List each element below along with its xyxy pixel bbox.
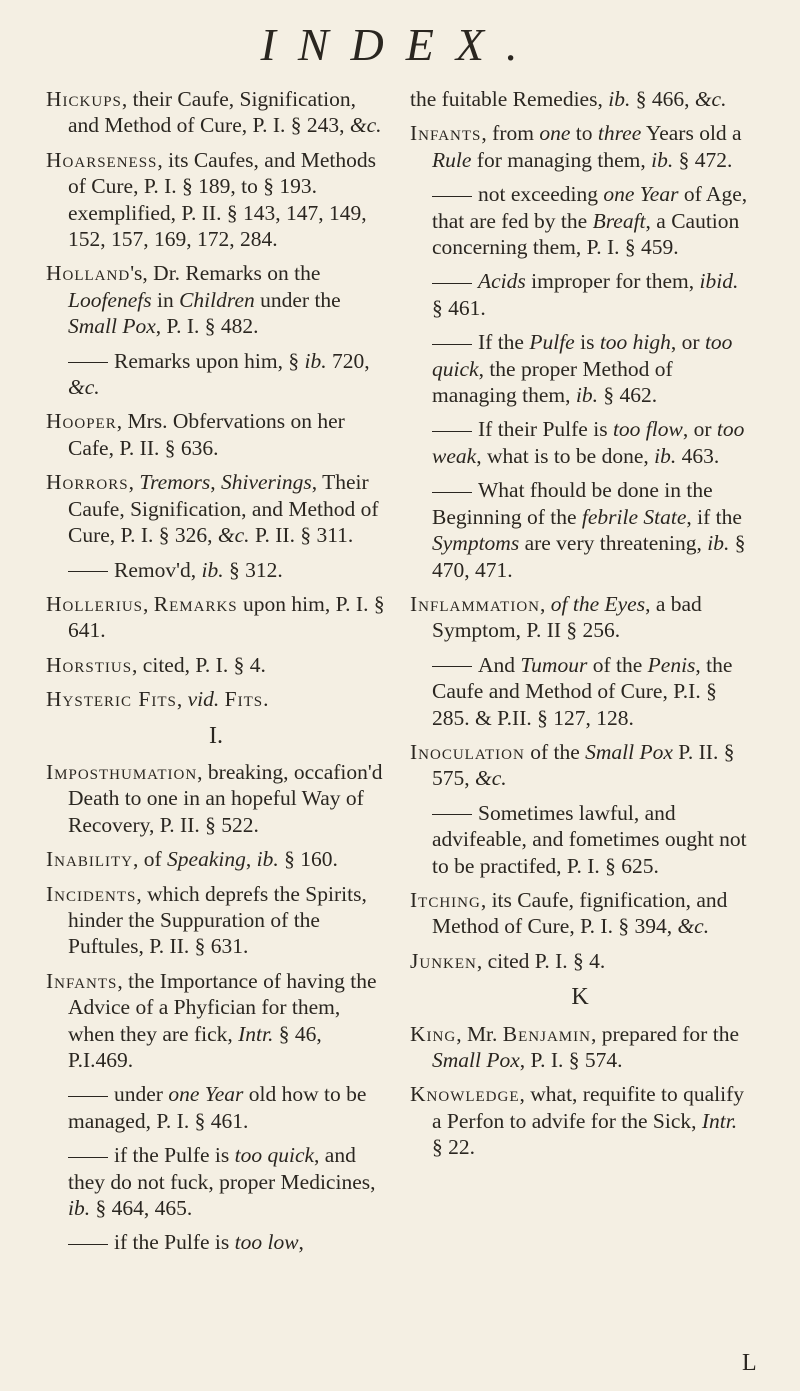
section-letter: K [571,984,589,1011]
index-subentry: not exceeding one Year of Age, that are fed by the Breaft, a Caution concerning them, P. I. § 459. [432,182,748,260]
index-subentry: Remov'd, ib. § 312. [46,557,386,583]
index-entry: King, Mr. Benjamin, prepared for the Small Pox, P. I. § 574. [410,1021,739,1072]
index-entry: Itching, its Caufe, fignification, and Method of Cure, P. I. § 394, &c. [410,887,728,939]
index-left-column [46,86,386,1264]
index-entry: Inflammation, of the Eyes, a bad Symptom, P. II § 256. [410,591,702,643]
index-entry: Horstius, cited, P. I. § 4. [46,652,266,677]
index-entry: Hooper, Mrs. Obfervations on her Cafe, P. II. § 636. [46,409,345,460]
index-entry: Inoculation of the Small Pox P. II. § 575, &c. [410,739,735,791]
index-entry: Holland's, Dr. Remarks on the Loofenefs in Children under the Small Pox, P. I. § 482. [46,261,341,339]
index-entry: Incidents, which deprefs the Spirits, hinder the Suppuration of the Puftules, P. II. § 631. [46,881,367,959]
running-head: INDEX. [260,19,540,70]
index-subentry: What fhould be done in the Beginning of the febrile State, if the Symptoms are very threatening, ib. § 470, 471. [432,478,746,582]
index-subentry: Sometimes lawful, and advifeable, and fometimes ought not to be practifed, P. I. § 625. [432,800,747,878]
index-subentry: Acids improper for them, ibid. § 461. [432,269,739,320]
index-right-column [410,86,750,1169]
index-entry: Imposthumation, breaking, occafion'd Death to one in an hopeful Way of Recovery, P. II. § 522. [46,759,383,837]
index-entry: Inability, of Speaking, ib. § 160. [46,847,338,872]
index-entry: Junken, cited P. I. § 4. [410,948,606,973]
index-entry: Horrors, Tremors, Shiverings, Their Caufe, Signification, and Method of Cure, P. I. § 326, &c. P. II. § 311. [46,470,379,548]
index-entry: Hollerius, Remarks upon him, P. I. § 641. [46,591,385,643]
index-subentry: If the Pulfe is too high, or too quick, the proper Method of managing them, ib. § 462. [432,330,733,408]
index-entry: Knowledge, what, requifite to qualify a Perfon to advife for the Sick, Intr. § 22. [410,1082,745,1160]
index-subentry: under one Year old how to be managed, P. I. § 461. [68,1082,367,1133]
index-subentry: if the Pulfe is too quick, and they do not fuck, proper Medicines, ib. § 464, 465. [68,1143,376,1221]
index-subentry: And Tumour of the Penis, the Caufe and Method of Cure, P.I. § 285. & P.II. § 127, 128. [432,652,733,730]
index-subentry: If their Pulfe is too flow, or too weak, what is to be done, ib. 463. [432,417,745,468]
index-subentry: if the Pulfe is too low, [46,1229,386,1255]
section-letter: I. [209,722,223,749]
index-entry: Hysteric Fits, vid. Fits. [46,687,269,712]
index-entry: Infants, from one to three Years old a Rule for managing them, ib. § 472. [410,121,742,172]
index-entry: Hoarseness, its Caufes, and Methods of Cure, P. I. § 189, to § 193. exemplified, P. II. § 143, 147, 149, 152, 157, 169, 172, 284. [46,147,376,252]
index-entry: Hickups, their Caufe, Signification, and Method of Cure, P. I. § 243, &c. [46,87,382,138]
catchword: L [742,1350,757,1376]
index-subentry: Remarks upon him, § ib. 720, &c. [68,348,370,400]
index-entry: Infants, the Importance of having the Advice of a Phyfician for them, when they are fick, Intr. § 46, P.I.469. [46,968,377,1072]
index-continuation: the fuitable Remedies, ib. § 466, &c. [410,87,727,111]
